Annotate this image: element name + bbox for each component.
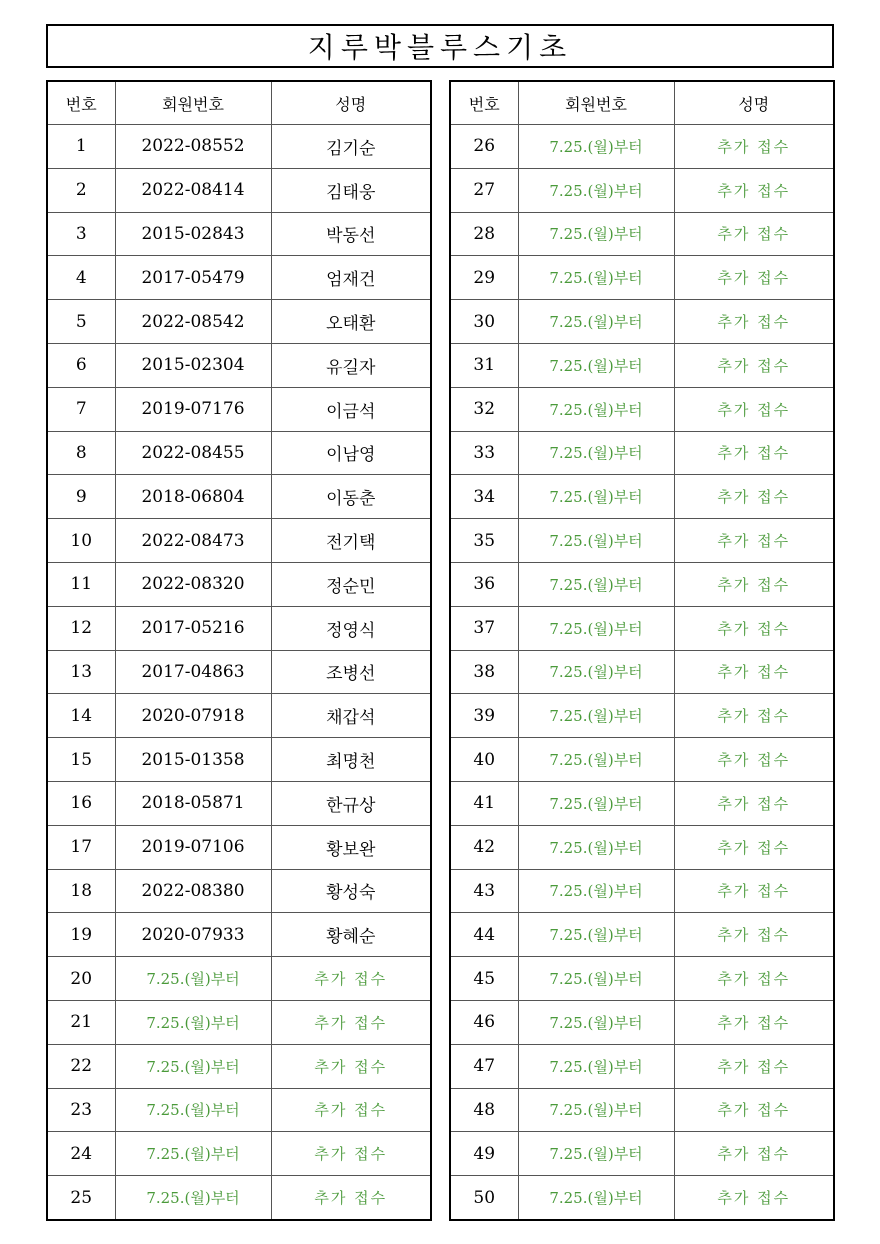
table-row xyxy=(47,387,431,431)
row-number: 14 xyxy=(47,694,115,738)
member-name: 정영식 xyxy=(271,606,431,650)
member-name: 추가 접수 xyxy=(674,343,834,387)
table-row xyxy=(450,781,834,825)
member-id: 7.25.(월)부터 xyxy=(518,300,674,344)
table-row xyxy=(47,125,431,169)
table-row xyxy=(450,606,834,650)
row-number: 46 xyxy=(450,1000,518,1044)
row-number: 33 xyxy=(450,431,518,475)
member-id: 2017-05479 xyxy=(115,256,271,300)
table-row xyxy=(47,475,431,519)
member-id: 7.25.(월)부터 xyxy=(518,1044,674,1088)
table-row xyxy=(47,1044,431,1088)
member-id: 7.25.(월)부터 xyxy=(518,1132,674,1176)
member-id: 7.25.(월)부터 xyxy=(518,343,674,387)
member-id: 7.25.(월)부터 xyxy=(518,125,674,169)
row-number: 17 xyxy=(47,825,115,869)
table-row xyxy=(47,300,431,344)
row-number: 43 xyxy=(450,869,518,913)
member-name: 조병선 xyxy=(271,650,431,694)
table-row xyxy=(450,1000,834,1044)
member-name: 박동선 xyxy=(271,212,431,256)
page-title: 지루박블루스기초 xyxy=(307,31,573,64)
table-row xyxy=(450,475,834,519)
row-number: 32 xyxy=(450,387,518,431)
member-id: 7.25.(월)부터 xyxy=(518,738,674,782)
row-number: 38 xyxy=(450,650,518,694)
header-name: 성명 xyxy=(674,81,834,125)
row-number: 6 xyxy=(47,343,115,387)
member-name: 추가 접수 xyxy=(271,1044,431,1088)
member-name: 추가 접수 xyxy=(271,1000,431,1044)
member-id: 7.25.(월)부터 xyxy=(115,1176,271,1220)
member-id: 2019-07106 xyxy=(115,825,271,869)
member-id: 7.25.(월)부터 xyxy=(518,475,674,519)
member-name: 추가 접수 xyxy=(271,1088,431,1132)
row-number: 29 xyxy=(450,256,518,300)
row-number: 25 xyxy=(47,1176,115,1220)
member-id: 7.25.(월)부터 xyxy=(518,562,674,606)
table-row xyxy=(450,1176,834,1220)
page-title-box xyxy=(46,24,834,68)
table-row xyxy=(450,650,834,694)
header-row xyxy=(47,81,431,125)
table-row xyxy=(450,168,834,212)
member-id: 2020-07918 xyxy=(115,694,271,738)
table-row xyxy=(450,738,834,782)
table-row xyxy=(47,913,431,957)
row-number: 1 xyxy=(47,125,115,169)
table-row xyxy=(47,1088,431,1132)
row-number: 12 xyxy=(47,606,115,650)
table-row xyxy=(450,1088,834,1132)
row-number: 48 xyxy=(450,1088,518,1132)
member-name: 추가 접수 xyxy=(674,1132,834,1176)
row-number: 15 xyxy=(47,738,115,782)
table-row xyxy=(450,387,834,431)
member-name: 추가 접수 xyxy=(271,1176,431,1220)
row-number: 47 xyxy=(450,1044,518,1088)
row-number: 4 xyxy=(47,256,115,300)
member-id: 7.25.(월)부터 xyxy=(518,1176,674,1220)
table-row xyxy=(450,256,834,300)
row-number: 23 xyxy=(47,1088,115,1132)
member-id: 2022-08542 xyxy=(115,300,271,344)
table-row xyxy=(47,212,431,256)
member-name: 이금석 xyxy=(271,387,431,431)
table-row xyxy=(450,1044,834,1088)
member-name: 전기택 xyxy=(271,519,431,563)
member-name: 추가 접수 xyxy=(674,212,834,256)
member-id: 7.25.(월)부터 xyxy=(115,1088,271,1132)
member-id: 2018-05871 xyxy=(115,781,271,825)
member-name: 김태웅 xyxy=(271,168,431,212)
header-member-id: 회원번호 xyxy=(518,81,674,125)
member-name: 추가 접수 xyxy=(674,168,834,212)
member-name: 추가 접수 xyxy=(674,1000,834,1044)
row-number: 44 xyxy=(450,913,518,957)
row-number: 30 xyxy=(450,300,518,344)
header-member-id: 회원번호 xyxy=(115,81,271,125)
member-name: 추가 접수 xyxy=(674,869,834,913)
member-id: 7.25.(월)부터 xyxy=(518,168,674,212)
member-name: 추가 접수 xyxy=(674,1044,834,1088)
member-name: 정순민 xyxy=(271,562,431,606)
header-no: 번호 xyxy=(450,81,518,125)
table-row xyxy=(47,1132,431,1176)
table-row xyxy=(47,869,431,913)
table-row xyxy=(450,562,834,606)
table-row xyxy=(47,168,431,212)
member-name: 추가 접수 xyxy=(674,387,834,431)
table-row xyxy=(47,650,431,694)
member-id: 7.25.(월)부터 xyxy=(518,519,674,563)
member-id: 2019-07176 xyxy=(115,387,271,431)
member-name: 추가 접수 xyxy=(674,562,834,606)
row-number: 9 xyxy=(47,475,115,519)
member-name: 오태환 xyxy=(271,300,431,344)
row-number: 3 xyxy=(47,212,115,256)
member-id: 2020-07933 xyxy=(115,913,271,957)
member-id: 2022-08455 xyxy=(115,431,271,475)
row-number: 22 xyxy=(47,1044,115,1088)
row-number: 34 xyxy=(450,475,518,519)
member-id: 7.25.(월)부터 xyxy=(518,869,674,913)
member-name: 엄재건 xyxy=(271,256,431,300)
member-name: 황보완 xyxy=(271,825,431,869)
table-row xyxy=(450,825,834,869)
member-id: 7.25.(월)부터 xyxy=(518,913,674,957)
member-id: 2015-02304 xyxy=(115,343,271,387)
member-name: 황혜순 xyxy=(271,913,431,957)
row-number: 45 xyxy=(450,957,518,1001)
member-id: 2022-08380 xyxy=(115,869,271,913)
member-id: 7.25.(월)부터 xyxy=(518,825,674,869)
table-row xyxy=(450,519,834,563)
table-row xyxy=(47,606,431,650)
member-name: 추가 접수 xyxy=(674,300,834,344)
member-name: 추가 접수 xyxy=(674,738,834,782)
row-number: 24 xyxy=(47,1132,115,1176)
table-row xyxy=(47,256,431,300)
member-id: 7.25.(월)부터 xyxy=(115,1132,271,1176)
table-row xyxy=(450,869,834,913)
member-name: 추가 접수 xyxy=(271,1132,431,1176)
row-number: 11 xyxy=(47,562,115,606)
member-id: 2022-08320 xyxy=(115,562,271,606)
row-number: 35 xyxy=(450,519,518,563)
table-row xyxy=(47,825,431,869)
member-id: 2022-08552 xyxy=(115,125,271,169)
table-row xyxy=(47,519,431,563)
member-name: 한규상 xyxy=(271,781,431,825)
roster-table-right xyxy=(449,80,835,1221)
member-id: 2015-01358 xyxy=(115,738,271,782)
member-name: 추가 접수 xyxy=(674,1176,834,1220)
member-id: 7.25.(월)부터 xyxy=(518,387,674,431)
member-name: 추가 접수 xyxy=(674,957,834,1001)
member-id: 7.25.(월)부터 xyxy=(518,694,674,738)
member-id: 2017-04863 xyxy=(115,650,271,694)
member-name: 추가 접수 xyxy=(271,957,431,1001)
member-name: 추가 접수 xyxy=(674,431,834,475)
member-name: 이남영 xyxy=(271,431,431,475)
member-name: 채갑석 xyxy=(271,694,431,738)
table-row xyxy=(47,1000,431,1044)
member-id: 2022-08414 xyxy=(115,168,271,212)
table-row xyxy=(450,694,834,738)
member-id: 7.25.(월)부터 xyxy=(518,1088,674,1132)
member-id: 7.25.(월)부터 xyxy=(518,781,674,825)
member-id: 7.25.(월)부터 xyxy=(518,212,674,256)
table-row xyxy=(450,957,834,1001)
row-number: 8 xyxy=(47,431,115,475)
member-name: 유길자 xyxy=(271,343,431,387)
member-name: 추가 접수 xyxy=(674,1088,834,1132)
row-number: 50 xyxy=(450,1176,518,1220)
table-row xyxy=(47,562,431,606)
member-id: 7.25.(월)부터 xyxy=(115,1000,271,1044)
row-number: 27 xyxy=(450,168,518,212)
member-name: 추가 접수 xyxy=(674,519,834,563)
row-number: 39 xyxy=(450,694,518,738)
row-number: 31 xyxy=(450,343,518,387)
row-number: 16 xyxy=(47,781,115,825)
roster-table-left xyxy=(46,80,432,1221)
member-id: 2018-06804 xyxy=(115,475,271,519)
member-name: 김기순 xyxy=(271,125,431,169)
row-number: 37 xyxy=(450,606,518,650)
member-name: 추가 접수 xyxy=(674,913,834,957)
row-number: 49 xyxy=(450,1132,518,1176)
row-number: 28 xyxy=(450,212,518,256)
member-id: 2017-05216 xyxy=(115,606,271,650)
member-name: 추가 접수 xyxy=(674,125,834,169)
table-row xyxy=(450,125,834,169)
row-number: 2 xyxy=(47,168,115,212)
member-name: 추가 접수 xyxy=(674,256,834,300)
table-row xyxy=(47,694,431,738)
member-id: 7.25.(월)부터 xyxy=(518,606,674,650)
row-number: 36 xyxy=(450,562,518,606)
header-no: 번호 xyxy=(47,81,115,125)
row-number: 21 xyxy=(47,1000,115,1044)
table-row xyxy=(47,738,431,782)
member-id: 7.25.(월)부터 xyxy=(518,1000,674,1044)
row-number: 42 xyxy=(450,825,518,869)
member-id: 7.25.(월)부터 xyxy=(518,256,674,300)
member-id: 7.25.(월)부터 xyxy=(115,957,271,1001)
member-name: 추가 접수 xyxy=(674,781,834,825)
table-row xyxy=(47,1176,431,1220)
table-row xyxy=(450,300,834,344)
member-id: 7.25.(월)부터 xyxy=(518,957,674,1001)
row-number: 26 xyxy=(450,125,518,169)
row-number: 20 xyxy=(47,957,115,1001)
table-row xyxy=(450,431,834,475)
member-name: 추가 접수 xyxy=(674,694,834,738)
header-row xyxy=(450,81,834,125)
member-id: 7.25.(월)부터 xyxy=(518,650,674,694)
member-name: 추가 접수 xyxy=(674,650,834,694)
header-name: 성명 xyxy=(271,81,431,125)
table-row xyxy=(450,913,834,957)
member-name: 최명천 xyxy=(271,738,431,782)
member-name: 황성숙 xyxy=(271,869,431,913)
row-number: 19 xyxy=(47,913,115,957)
member-id: 2015-02843 xyxy=(115,212,271,256)
row-number: 5 xyxy=(47,300,115,344)
table-row xyxy=(450,343,834,387)
row-number: 10 xyxy=(47,519,115,563)
table-row xyxy=(47,431,431,475)
row-number: 13 xyxy=(47,650,115,694)
member-name: 이동춘 xyxy=(271,475,431,519)
table-row xyxy=(450,212,834,256)
member-id: 2022-08473 xyxy=(115,519,271,563)
member-name: 추가 접수 xyxy=(674,825,834,869)
row-number: 18 xyxy=(47,869,115,913)
table-row xyxy=(47,957,431,1001)
member-id: 7.25.(월)부터 xyxy=(518,431,674,475)
row-number: 40 xyxy=(450,738,518,782)
row-number: 41 xyxy=(450,781,518,825)
member-id: 7.25.(월)부터 xyxy=(115,1044,271,1088)
table-row xyxy=(47,343,431,387)
row-number: 7 xyxy=(47,387,115,431)
table-row xyxy=(47,781,431,825)
table-row xyxy=(450,1132,834,1176)
member-name: 추가 접수 xyxy=(674,606,834,650)
member-name: 추가 접수 xyxy=(674,475,834,519)
